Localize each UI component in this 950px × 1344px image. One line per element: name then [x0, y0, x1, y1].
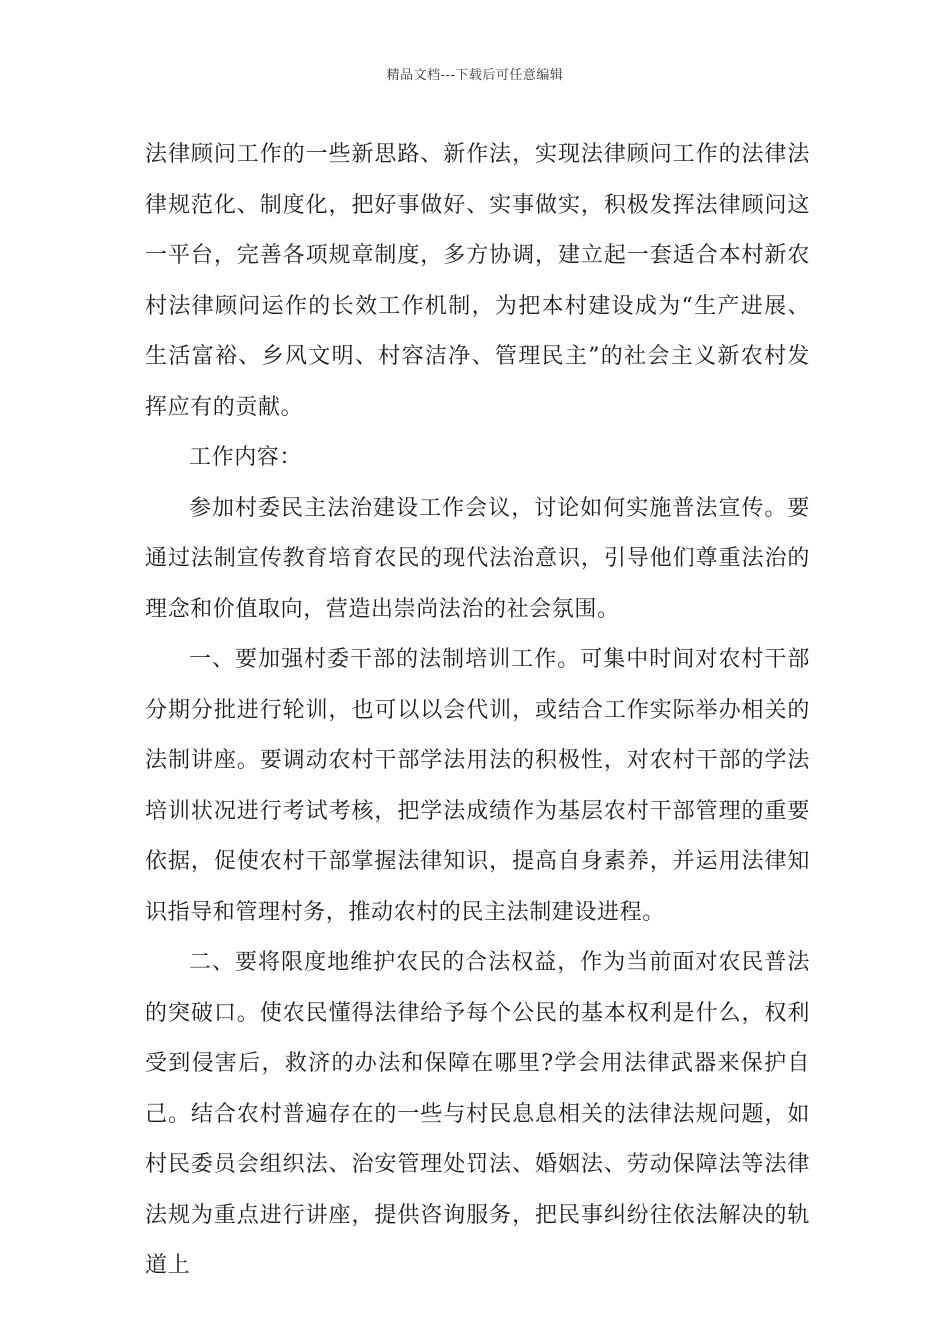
paragraph-5: 二、要将限度地维护农民的合法权益，作为当前面对农民普法的突破口。使农民懂得法律给予每个公民的基本权利是什么，权利受到侵害后，救济的办法和保障在哪里?学会用法律武器来保护自己。结合农村普遍存在的一些与村民息息相关的法律法规问题，如村民委员会组织法、治安管理处罚法、婚姻法、劳动保障法等法律法规为重点进行讲座，提供咨询服务，把民事纠纷往依法解决的轨道上 [145, 950, 810, 1278]
paragraph-3: 参加村委民主法治建设工作会议，讨论如何实施普法宣传。要通过法制宣传教育培育农民的现代法治意识，引导他们尊重法治的理念和价值取向，营造出崇尚法治的社会氛围。 [145, 495, 810, 622]
paragraph-work-content-heading: 工作内容： [189, 445, 303, 470]
page-header: 精品文档---下载后可任意编辑 [386, 68, 564, 83]
paragraph-1: 法律顾问工作的一些新思路、新作法，实现法律顾问工作的法律法律规范化、制度化，把好事做好、实事做实，积极发挥法律顾问这一平台，完善各项规章制度，多方协调，建立起一套适合本村新农村法律顾问运作的长效工作机制，为把本村建设成为“生产进展、生活富裕、乡风文明、村容洁净、管理民主”的社会主义新农村发挥应有的贡献。 [145, 142, 810, 420]
document-body [145, 130, 810, 1292]
paragraph-4: 一、要加强村委干部的法制培训工作。可集中时间对农村干部分期分批进行轮训，也可以以会代训，或结合工作实际举办相关的法制讲座。要调动农村干部学法用法的积极性，对农村干部的学法培训状况进行考试考核，把学法成绩作为基层农村干部管理的重要依据，促使农村干部掌握法律知识，提高自身素养，并运用法律知识指导和管理村务，推动农村的民主法制建设进程。 [145, 647, 810, 925]
